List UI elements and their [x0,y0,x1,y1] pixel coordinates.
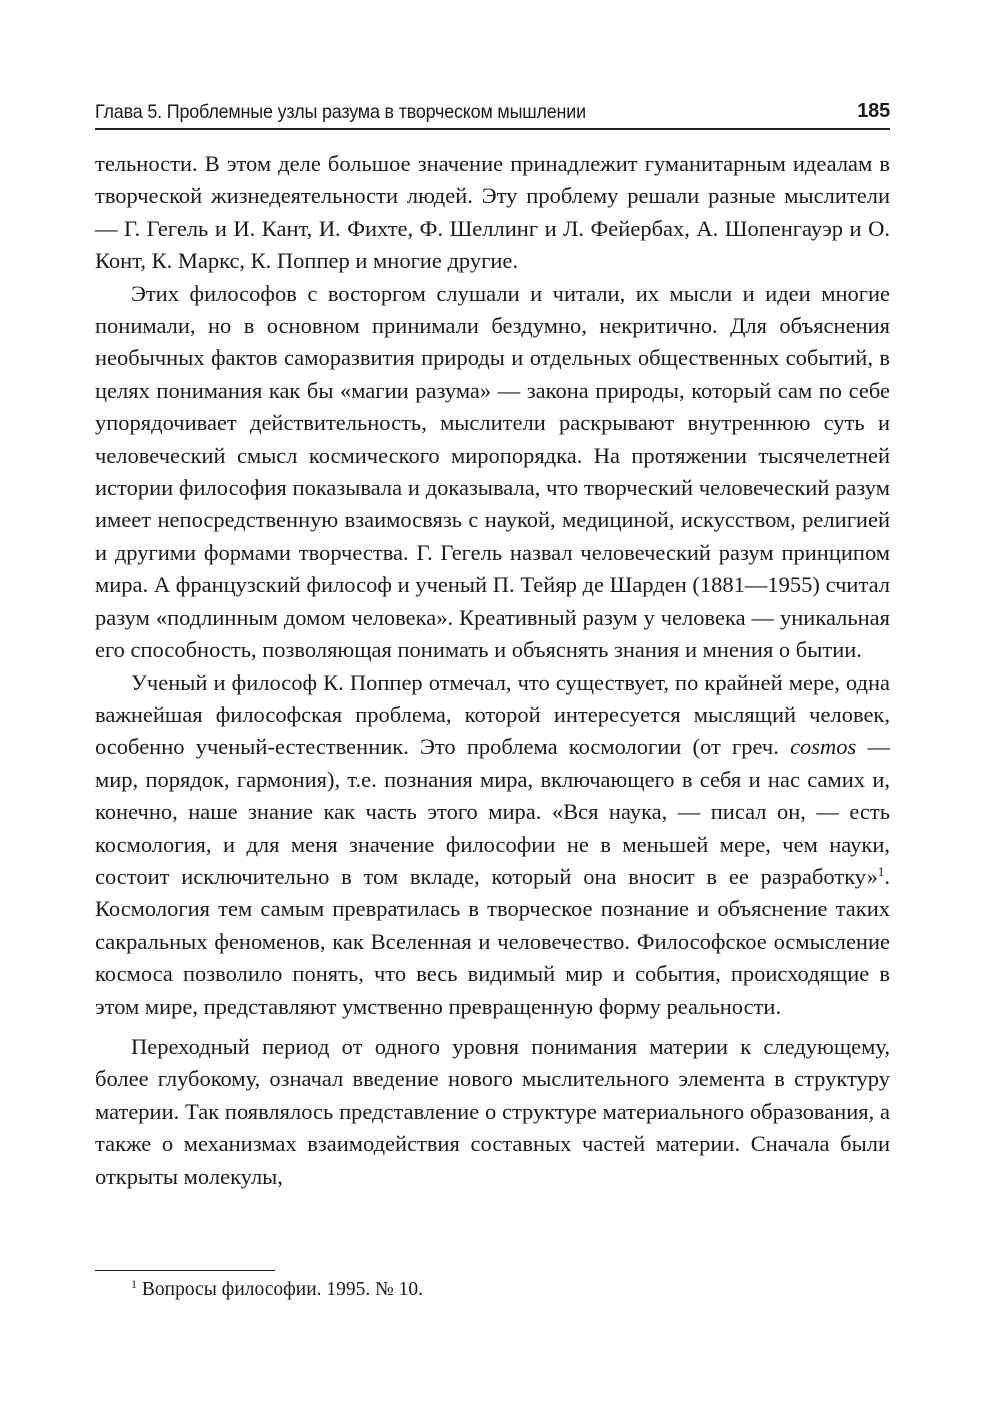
paragraph-1: тельности. В этом деле большое значение принадлежит гуманитарным идеалам в творческой жизнедеятельности людей. Эту проблему решали разные мыслители — Г. Гегель и И. Кант, И. Фихте, Ф. Шеллинг и Л. Фейербах, А. Шопенгауэр и О. Конт, К. Маркс, К. Поппер и многие другие. [95,151,890,274]
running-head: Глава 5. Проблемные узлы разума в творческом мышлении [95,101,586,123]
paragraph-4: Переходный период от одного уровня понимания материи к следующему, более глубокому, означал введение нового мыслительного элемента в структуру материи. Так появлялось представление о структуре материального образования, а также о механизмах взаимодействия составных частей материи. Сначала были открыты молекулы, [95,1033,890,1189]
footnote-divider [95,1270,275,1271]
paragraph-3-text-start: Ученый и философ К. Поппер отмечал, что существует, по крайней мере, одна важнейшая философская проблема, которой интересуется мыслящий человек, особенно ученый-естественник. Это проблема космологии (от греч. [95,669,890,760]
footnote-text: Вопросы философии. 1995. № 10. [141,1279,423,1300]
page-header [95,96,890,130]
footnote-reference: 1 [877,863,885,879]
footnote [131,1277,423,1303]
paragraph-2: Этих философов с восторгом слушали и читали, их мысли и идеи многие понимали, но в основном принимали бездумно, некритично. Для объяснения необычных фактов саморазвития природы и отдельных общественных событий, в целях понимания как бы «магии разума» — закона природы, который сам по себе упорядочивает действительность, мыслители раскрывают внутреннюю суть и человеческий смысл космического миропорядка. На протяжении тысячелетней истории философия показывала и доказывала, что творческий человеческий разум имеет непосредственную взаимосвязь с наукой, медициной, искусством, религией и другими формами творчества. Г. Гегель назвал человеческий разум принципом мира. А французский философ и ученый П. Тейяр де Шарден (1881—1955) считал разум «подлинным домом человека». Креативный разум у человека — уникальная его способность, позволяющая понимать и объяснять знания и мнения о бытии. [95,280,890,663]
paragraph-3-text-middle: — мир, порядок, гармония), т.е. познания мира, включающего в себя и нас самих и, конечно, наше знание как часть этого мира. «Вся наука, — писал он, — есть космология, и для меня значение философии не в меньшей мере, чем науки, состоит исключительно в том вкладе, который она вносит в ее разработку» [95,734,891,889]
paragraph-3 [95,667,890,1023]
footnote-marker: 1 [131,1277,137,1291]
body-text [95,148,890,1193]
paragraph-3-text-end: . Космология тем самым превратилась в творческое познание и объяснение таких сакральных феноменов, как Вселенная и человечество. Философское осмысление космоса позволило понять, что весь видимый мир и события, происходящие в этом мире, представляют умственно превращенную форму реальности. [95,863,890,1019]
page-number: 185 [857,100,890,122]
greek-term: cosmos [790,734,857,760]
